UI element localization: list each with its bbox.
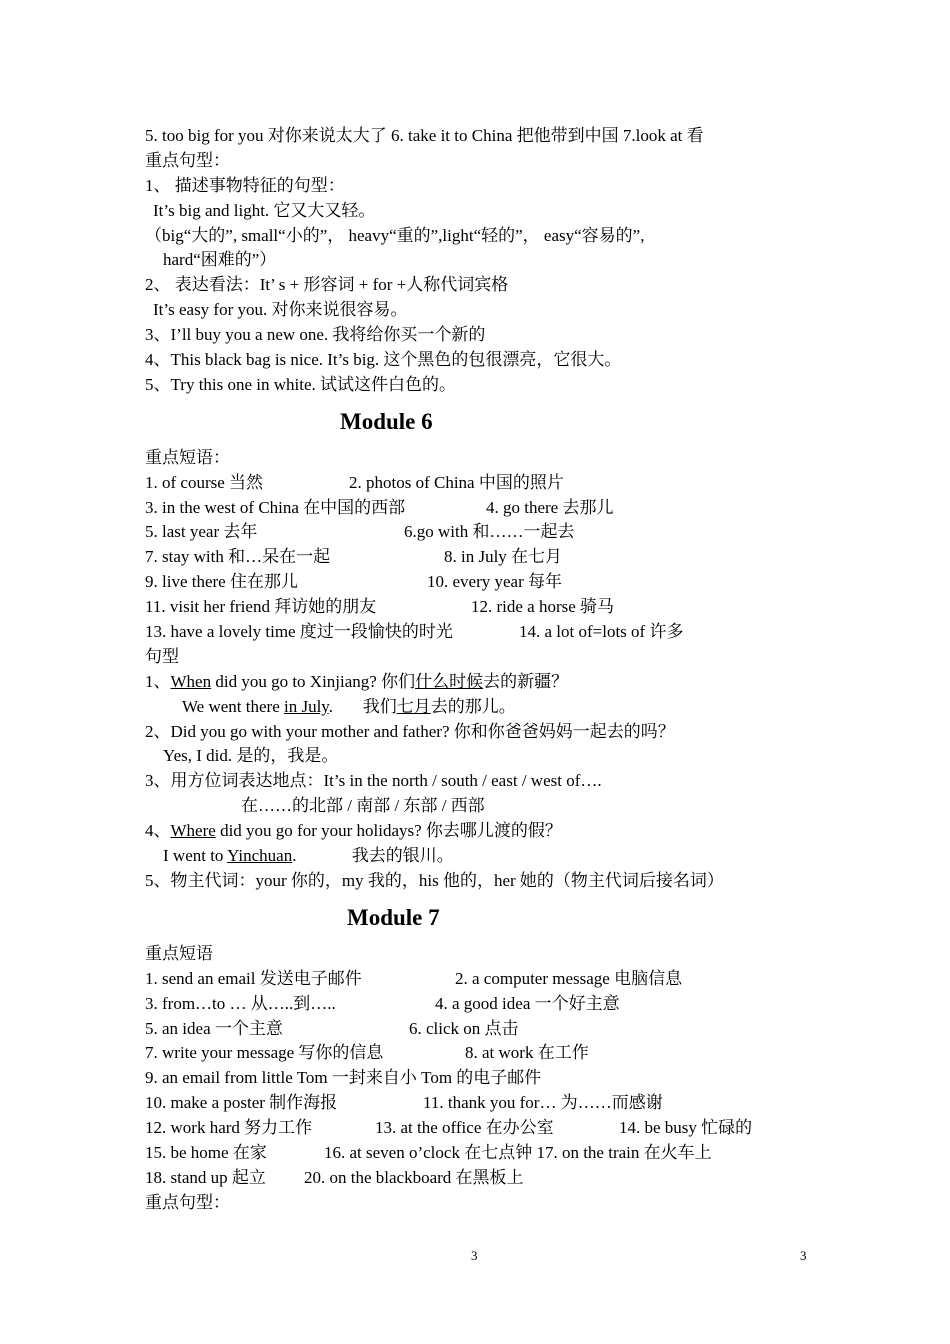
phrase: 12. ride a horse 骑马	[471, 597, 615, 617]
phrase-row	[145, 992, 835, 1017]
phrase: 11. visit her friend 拜访她的朋友	[145, 597, 377, 617]
phrase-line: 9. an email from little Tom 一封来自小 Tom 的电子邮件	[145, 1068, 542, 1088]
phrase: 12. work hard 努力工作	[145, 1118, 313, 1138]
phrase-row	[145, 520, 835, 545]
sentence-text: . 我去的银川。	[292, 846, 454, 866]
phrase: 8. in July 在七月	[444, 547, 563, 567]
phrase: 14. a lot of=lots of 许多	[519, 622, 684, 642]
section-heading: 重点短语	[145, 943, 213, 963]
sentence-item	[145, 670, 835, 695]
phrase: 13. at the office 在办公室	[375, 1118, 554, 1138]
underlined-word: Yinchuan	[227, 846, 293, 866]
section-heading: 句型	[145, 646, 179, 666]
sentence-item: 4、This black bag is nice. It’s big. 这个黑色的包很漂亮，它很大。	[145, 350, 622, 370]
underlined-word: 七月	[396, 696, 431, 716]
phrase-line: 5. too big for you 对你来说太大了 6. take it to China 把他带到中国 7.look at 看	[145, 126, 704, 145]
phrase: 6. click on 点击	[409, 1018, 519, 1038]
sentence-item: 2、Did you go with your mother and father? 你和你爸爸妈妈一起去的吗？	[145, 721, 675, 741]
phrase: 13. have a lovely time 度过一段愉快的时光	[145, 622, 453, 642]
phrase: 20. on the blackboard 在黑板上	[304, 1167, 524, 1187]
phrase: 5. last year 去年	[145, 522, 258, 542]
phrase: 1. of course 当然	[145, 472, 264, 492]
phrase-row	[145, 1166, 835, 1191]
page-content	[145, 124, 835, 1216]
sentence-text: . 我们	[328, 696, 397, 716]
phrase: 10. make a poster 制作海报	[145, 1093, 338, 1113]
section-heading: 重点短语：	[145, 447, 230, 467]
sentence-text: did you go for your holidays? 你去哪儿渡的假？	[215, 821, 562, 841]
phrase: 6.go with 和……一起去	[404, 522, 575, 542]
example-sentence: It’s easy for you. 对你来说很容易。	[153, 300, 408, 320]
phrase: 2. photos of China 中国的照片	[349, 472, 564, 492]
answer-sentence	[145, 695, 835, 720]
phrase-row	[145, 967, 835, 992]
underlined-word: in July	[284, 696, 329, 716]
phrase: 16. at seven o’clock 在七点钟 17. on the train 在火车上	[324, 1142, 712, 1162]
example-sentence: It’s big and light. 它又大又轻。	[153, 200, 376, 220]
sentence-item: 3、用方位词表达地点：It’s in the north / south / east / west of….	[145, 771, 602, 791]
answer-sentence	[145, 844, 835, 869]
phrase: 14. be busy 忙碌的	[619, 1118, 753, 1138]
sentence-text: 去的新疆？	[483, 671, 569, 691]
phrase-row	[145, 496, 835, 521]
item-number: 4、	[145, 821, 171, 841]
phrase-row	[145, 1141, 835, 1166]
phrase: 9. live there 住在那儿	[145, 572, 298, 592]
sentence-text: 去的那儿。	[430, 696, 516, 716]
phrase-row	[145, 570, 835, 595]
phrase: 7. write your message 写你的信息	[145, 1043, 384, 1063]
sentence-item: 1、 描述事物特征的句型：	[145, 175, 345, 195]
page-number: 3	[800, 1248, 807, 1263]
phrase: 10. every year 每年	[427, 572, 563, 592]
sentence-text: I went to	[163, 846, 228, 866]
vocab-note: （big“大的”, small“小的”， heavy“重的”,light“轻的”， easy“容易的”,	[145, 225, 645, 245]
phrase: 4. go there 去那儿	[486, 497, 614, 517]
phrase: 3. in the west of China 在中国的西部	[145, 497, 406, 517]
underlined-word: 什么时候	[415, 671, 484, 691]
phrase-row	[145, 1017, 835, 1042]
phrase: 2. a computer message 电脑信息	[455, 968, 683, 988]
phrase: 7. stay with 和…呆在一起	[145, 547, 331, 567]
answer-sentence: Yes, I did. 是的，我是。	[163, 746, 339, 766]
phrase-row	[145, 471, 835, 496]
phrase: 18. stand up 起立	[145, 1167, 266, 1187]
phrase-row	[145, 545, 835, 570]
module-title: Module 6	[340, 408, 433, 434]
underlined-word: When	[170, 671, 212, 691]
phrase: 3. from…to … 从…..到…..	[145, 993, 336, 1013]
answer-sentence: 在……的北部 / 南部 / 东部 / 西部	[241, 796, 485, 816]
sentence-text: We went there	[182, 696, 284, 716]
phrase: 11. thank you for… 为……而感谢	[423, 1093, 663, 1113]
phrase: 5. an idea 一个主意	[145, 1018, 283, 1038]
phrase-row	[145, 1041, 835, 1066]
section-heading: 重点句型：	[145, 150, 230, 170]
sentence-item: 5、物主代词：your 你的，my 我的，his 他的，her 她的（物主代词后接名词）	[145, 870, 724, 890]
sentence-text: did you go to Xinjiang? 你们	[211, 671, 416, 691]
sentence-item: 5、Try this one in white. 试试这件白色的。	[145, 374, 457, 394]
sentence-item	[145, 819, 835, 844]
phrase: 15. be home 在家	[145, 1142, 267, 1162]
section-heading: 重点句型：	[145, 1192, 230, 1212]
phrase-row	[145, 1116, 835, 1141]
phrase-row	[145, 620, 835, 645]
item-number: 1、	[145, 671, 171, 691]
sentence-item: 2、 表达看法：It’ s + 形容词 + for +人称代词宾格	[145, 275, 509, 295]
page-number: 3	[471, 1248, 478, 1263]
underlined-word: Where	[170, 821, 216, 841]
sentence-item: 3、I’ll buy you a new one. 我将给你买一个新的	[145, 325, 486, 345]
module-title: Module 7	[347, 904, 440, 930]
vocab-note: hard“困难的”）	[163, 250, 277, 270]
phrase-row	[145, 595, 835, 620]
phrase: 4. a good idea 一个好主意	[435, 993, 620, 1013]
phrase-row	[145, 1091, 835, 1116]
phrase: 8. at work 在工作	[465, 1043, 589, 1063]
phrase: 1. send an email 发送电子邮件	[145, 968, 362, 988]
